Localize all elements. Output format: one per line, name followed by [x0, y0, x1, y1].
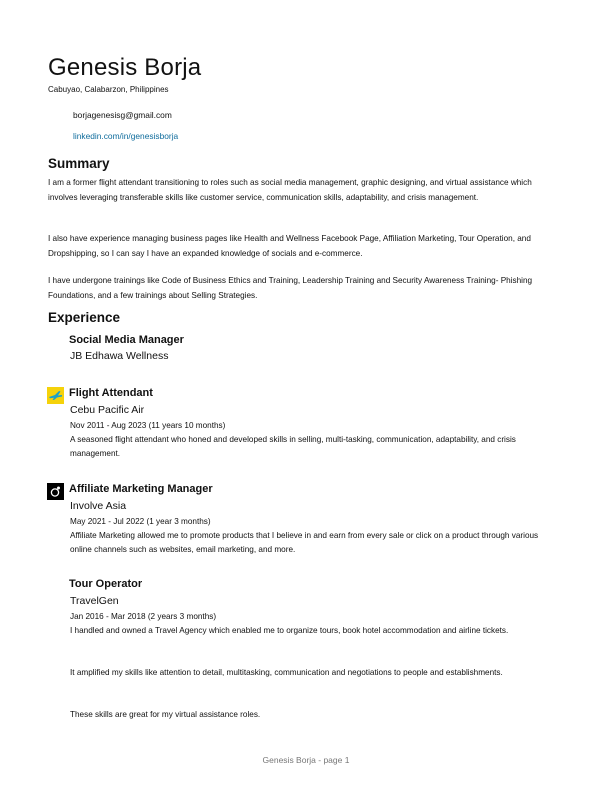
- summary-paragraph-1: I am a former flight attendant transitioning to roles such as social media management, graphic designing, and virtual assistance which involves leveraging transferable skills like customer service, communication skills, adaptability, and crisis management.: [48, 178, 532, 202]
- job-description: I handled and owned a Travel Agency which enabled me to organize tours, book hotel accommodation and airline tickets.: [70, 626, 509, 635]
- summary-heading: Summary: [48, 156, 110, 171]
- experience-heading: Experience: [48, 310, 121, 325]
- job-title-social-media-manager: Social Media Manager: [69, 334, 184, 346]
- job-description-3: These skills are great for my virtual assistance roles.: [70, 710, 261, 719]
- job-dates: Jan 2016 - Mar 2018 (2 years 3 months): [70, 612, 217, 621]
- airline-logo-icon: [47, 387, 64, 404]
- company-jb-edhawa-wellness: JB Edhawa Wellness: [70, 350, 169, 362]
- summary-paragraph-3: I have undergone trainings like Code of Business Ethics and Training, Leadership Training and Security Awareness Training- Phishing Foundations, and a few trainings about Selling Strategies.: [48, 276, 533, 300]
- job-description: Affiliate Marketing allowed me to promote products that I believe in and earn from every sale or click on a product through various online channels such as websites, email marketing, and more.: [70, 531, 539, 555]
- email-address[interactable]: borjagenesisg@gmail.com: [73, 110, 172, 120]
- company-travelgen: TravelGen: [70, 595, 119, 607]
- summary-paragraph-2: I also have experience managing business pages like Health and Wellness Facebook Page, Affiliation Marketing, Tour Operation, and Dropshipping, so I can say I have an expanded knowledge of socials and e-commerce.: [48, 234, 531, 258]
- job-description-2: It amplified my skills like attention to detail, multitasking, communication and negotiations to people and establishments.: [70, 668, 503, 677]
- company-involve-asia: Involve Asia: [70, 500, 127, 512]
- page-footer: Genesis Borja - page 1: [262, 755, 350, 765]
- job-description: A seasoned flight attendant who honed and developed skills in selling, multi-tasking, communication, adaptability, and crisis management.: [70, 435, 516, 459]
- candidate-location: Cabuyao, Calabarzon, Philippines: [48, 85, 169, 94]
- company-cebu-pacific-air: Cebu Pacific Air: [70, 404, 145, 416]
- job-title-flight-attendant: Flight Attendant: [69, 387, 153, 399]
- job-dates: May 2021 - Jul 2022 (1 year 3 months): [70, 517, 211, 526]
- job-title-tour-operator: Tour Operator: [69, 578, 143, 590]
- involve-asia-logo-icon: [47, 483, 64, 500]
- job-title-affiliate-marketing-manager: Affiliate Marketing Manager: [69, 483, 213, 495]
- linkedin-link[interactable]: linkedin.com/in/genesisborja: [73, 131, 179, 141]
- candidate-name: Genesis Borja: [48, 54, 202, 81]
- job-dates: Nov 2011 - Aug 2023 (11 years 10 months): [70, 421, 226, 430]
